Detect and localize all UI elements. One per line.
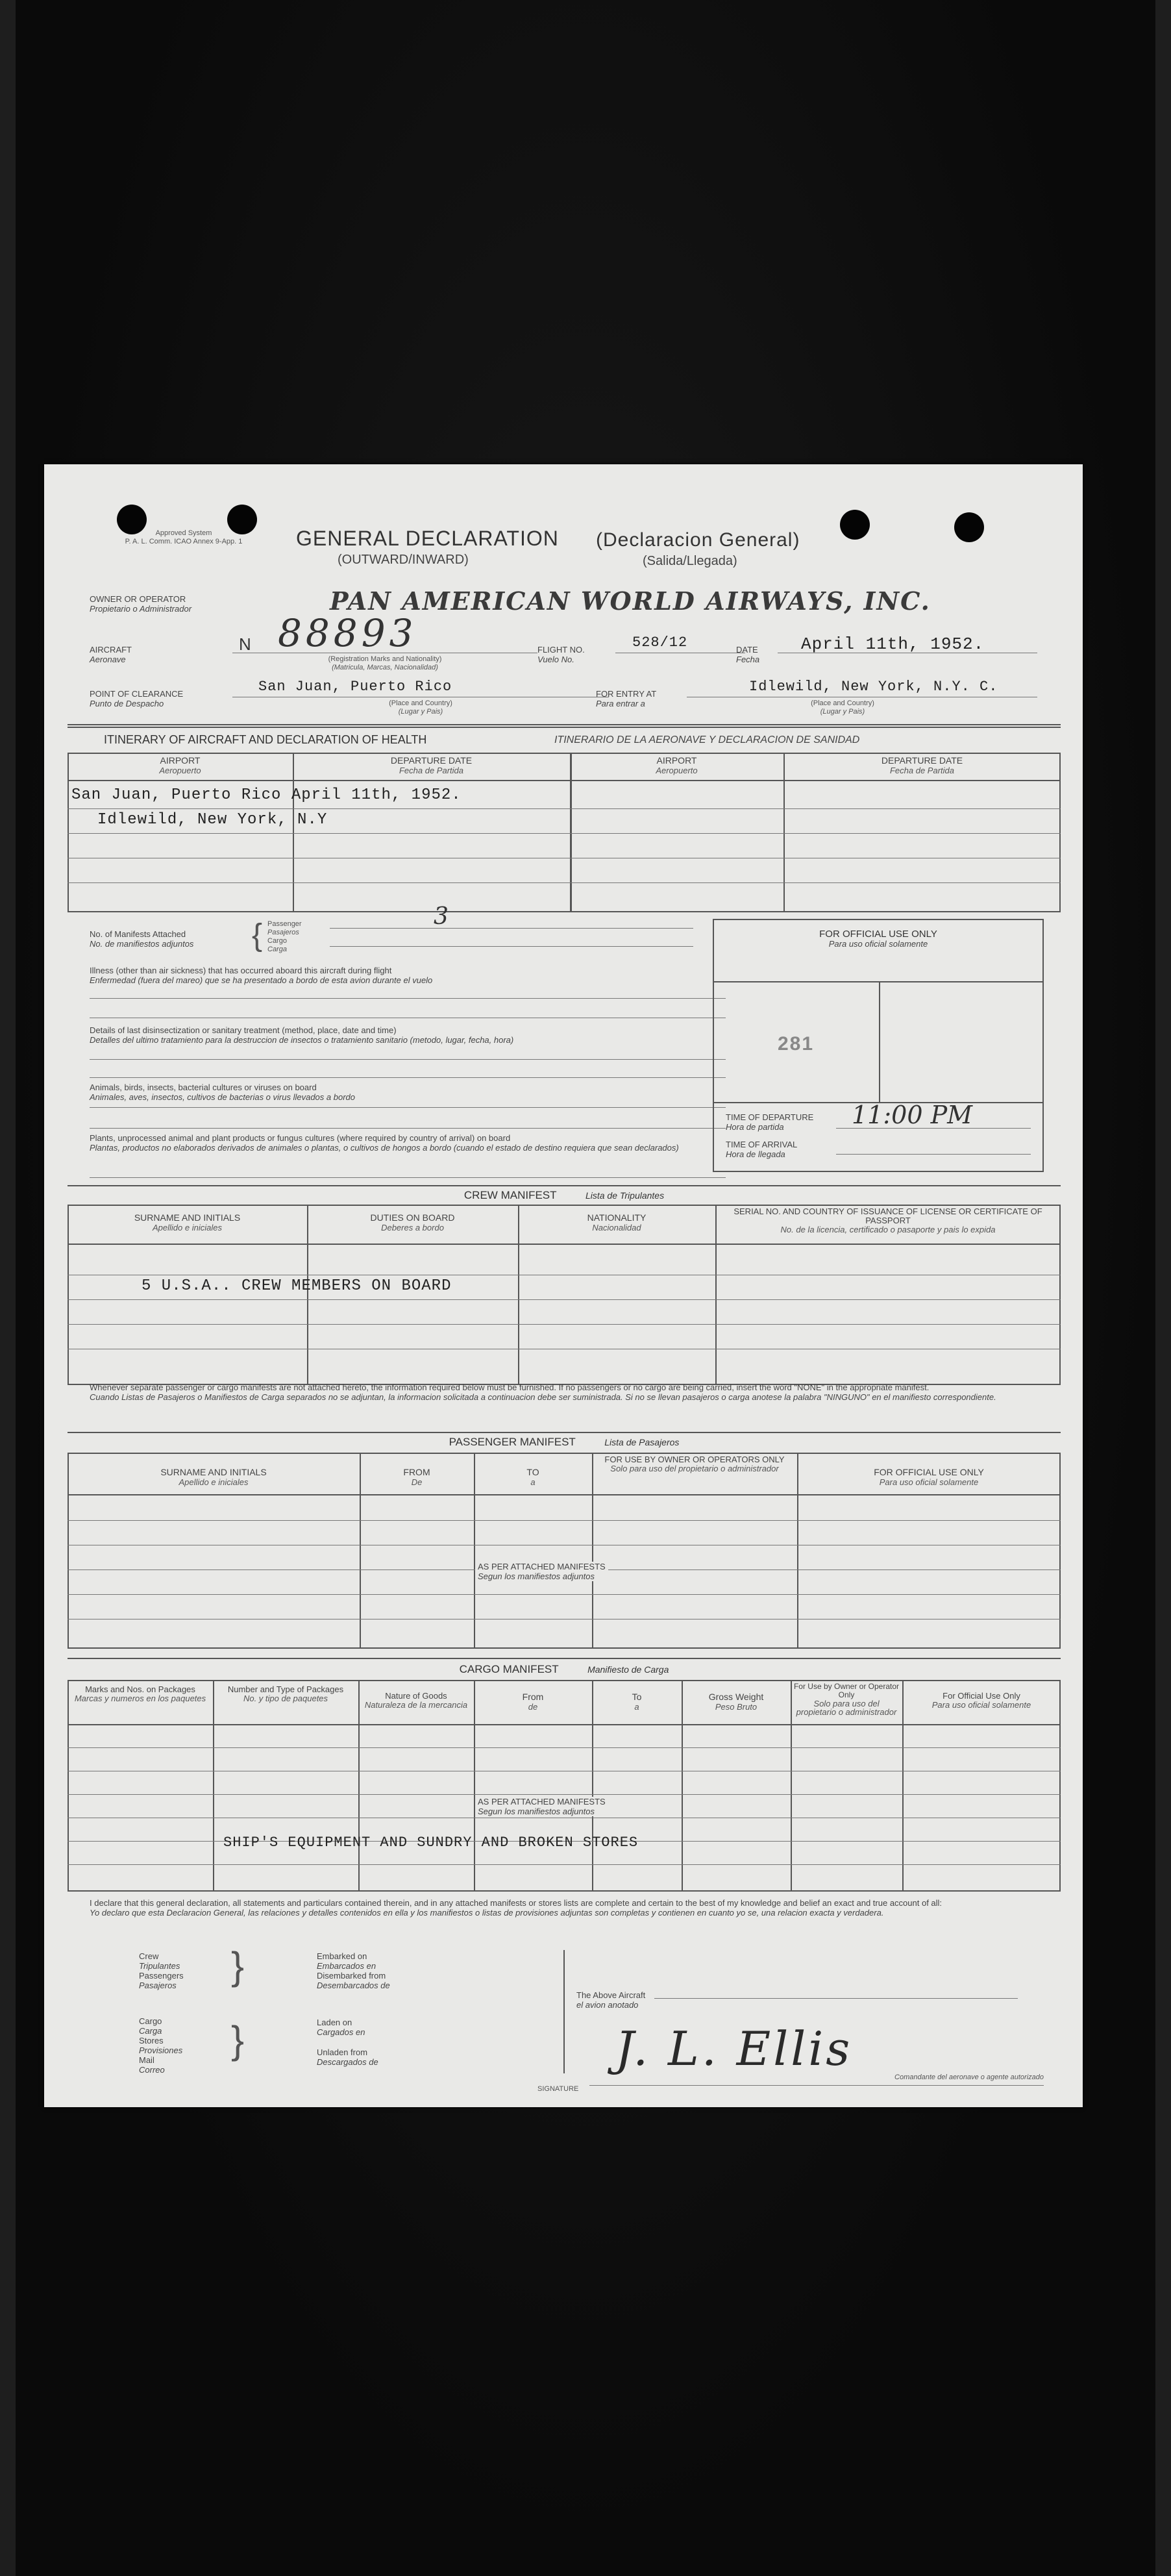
animals-line xyxy=(90,1128,726,1129)
passenger-heading-block xyxy=(68,1436,1061,1449)
crew-header-rule xyxy=(68,1244,1061,1245)
cargo-col4-label: From xyxy=(522,1692,544,1702)
cargo-col3-label-es: Naturaleza de la mercancia xyxy=(364,1700,468,1710)
decl-unladen: Unladen from xyxy=(317,2047,368,2057)
passenger-header-rule xyxy=(68,1494,1061,1495)
decl-above-es: el avion anotado xyxy=(576,2000,639,2010)
decl-mail: Mail xyxy=(139,2055,154,2065)
form-subtitle-es: (Salida/Llegada) xyxy=(643,554,737,568)
itinerary-row-rule xyxy=(68,833,1061,834)
cargo-col5-label-es: a xyxy=(634,1702,639,1712)
notice-es: Cuando Listas de Pasajeros o Manifiestos de Carga separados no se adjuntan, la informacion solicitada a continuacion debe ser suministrada. Si no se llevan pasajeros o carga anotese la palabra "NINGUNO" en el manifiesto correspondiente. xyxy=(90,1392,996,1402)
arrival-time-label-block xyxy=(726,1140,797,1159)
cargo-col8-label-es: Para uso oficial solamente xyxy=(931,1700,1031,1710)
crew-col3-label: NATIONALITY xyxy=(587,1212,647,1223)
aircraft-prefix: N xyxy=(239,634,251,654)
crew-col2-label: DUTIES ON BOARD xyxy=(370,1212,455,1223)
crew-passengers-list xyxy=(139,1951,184,1990)
itinerary-top-rule xyxy=(68,724,1061,725)
cargo-row-rule xyxy=(68,1864,1061,1865)
passenger-col1-label: SURNAME AND INITIALS xyxy=(160,1467,267,1477)
punch-hole xyxy=(840,510,870,540)
decl-mail-es: Correo xyxy=(139,2065,165,2075)
animals-label-es: Animales, aves, insectos, cultivos de bacterias o virus llevados a bordo xyxy=(90,1092,355,1102)
crew-divider xyxy=(715,1205,717,1385)
cargo-col4-label-es: de xyxy=(528,1702,538,1712)
cargo-row-rule xyxy=(68,1747,1061,1748)
aircraft-caption-es: (Matricula, Marcas, Nacionalidad) xyxy=(332,664,438,671)
passenger-col2-label: FROM xyxy=(403,1467,430,1477)
passenger-note-es: Segun los manifiestos adjuntos xyxy=(478,1571,595,1581)
commander-caption: Comandante del aeronave o agente autorizado xyxy=(894,2073,1044,2081)
manifest-types xyxy=(267,920,302,954)
crew-col3-label-es: Nacionalidad xyxy=(592,1223,641,1232)
passenger-heading-es: Lista de Pasajeros xyxy=(604,1437,680,1447)
embark-list xyxy=(317,1951,390,1990)
cargo-entry: SHIP'S EQUIPMENT AND SUNDRY AND BROKEN STORES xyxy=(223,1834,639,1851)
passenger-row-rule xyxy=(68,1520,1061,1521)
itinerary-col-airport-2 xyxy=(570,755,783,776)
col-airport-label-es: Aeropuerto xyxy=(656,766,698,775)
flight-label-block xyxy=(537,645,585,664)
manifests-label-es: No. de manifiestos adjuntos xyxy=(90,939,194,949)
film-edge-left xyxy=(0,0,16,2576)
decl-passengers-es: Pasajeros xyxy=(139,1981,177,1990)
entry-caption-en: (Place and Country) xyxy=(811,699,874,707)
itinerary-divider xyxy=(783,753,785,912)
clearance-caption-en: (Place and Country) xyxy=(389,699,452,707)
disinsect-label: Details of last disinsectization or sanitary treatment (method, place, date and time) xyxy=(90,1025,397,1035)
cargo-col-nature xyxy=(361,1692,471,1710)
passenger-col-official xyxy=(797,1467,1061,1488)
general-declaration-form xyxy=(44,464,1083,2107)
notice-en: Whenever separate passenger or cargo manifests are not attached hereto, the information required below must be furnished. If no passengers or no cargo are being carried, insert the word "NONE" in the appropriate manifest. xyxy=(90,1382,930,1392)
cargo-header-rule xyxy=(68,1724,1061,1725)
passenger-top-rule xyxy=(68,1432,1061,1433)
cargo-col7-label-es: Solo para uso del propietario o administrador xyxy=(796,1699,897,1717)
approval-note xyxy=(83,529,284,546)
passenger-col4-label-es: Solo para uso del propietario o administrador xyxy=(610,1464,779,1473)
film-edge-right xyxy=(1155,0,1171,2576)
entry-caption xyxy=(778,699,907,716)
decl-crew-es: Tripulantes xyxy=(139,1961,180,1971)
decl-unladen-es: Descargados de xyxy=(317,2057,378,2067)
official-use-box xyxy=(713,919,1044,1172)
cargo-note: AS PER ATTACHED MANIFESTS xyxy=(478,1797,606,1807)
manifests-label: No. of Manifests Attached xyxy=(90,929,186,939)
clearance-point: San Juan, Puerto Rico xyxy=(258,679,452,695)
passenger-note-block xyxy=(475,1562,608,1581)
crew-brace: } xyxy=(231,1944,245,1988)
crew-col4-label: SERIAL NO. AND COUNTRY OF ISSUANCE OF LICENSE OR CERTIFICATE OF PASSPORT xyxy=(733,1207,1042,1225)
disinsect-block xyxy=(90,1025,570,1045)
cargo-divider xyxy=(902,1680,904,1892)
signature-line xyxy=(589,2085,1044,2086)
passenger-row-rule xyxy=(68,1594,1061,1595)
official-heading-es: Para uso oficial solamente xyxy=(828,939,928,949)
manifests-label-block xyxy=(90,929,193,949)
clearance-label-block xyxy=(90,689,183,708)
passenger-note: AS PER ATTACHED MANIFESTS xyxy=(478,1562,606,1571)
illness-block xyxy=(90,966,726,985)
manifests-line xyxy=(330,946,693,947)
aircraft-caption xyxy=(232,655,537,672)
cargo-heading: CARGO MANIFEST xyxy=(459,1663,559,1675)
cargo-note-es: Segun los manifiestos adjuntos xyxy=(478,1807,595,1816)
crew-col-duties xyxy=(307,1212,518,1233)
decl-disembarked-es: Desembarcados de xyxy=(317,1981,390,1990)
decl-laden-es: Cargados en xyxy=(317,2027,365,2037)
cargo-col1-label: Marks and Nos. on Packages xyxy=(85,1684,195,1694)
crew-row-rule xyxy=(68,1299,1061,1300)
decl-laden: Laden on xyxy=(317,2018,352,2027)
date-label: DATE xyxy=(736,645,758,655)
itinerary-table xyxy=(68,753,1061,912)
signature-label: SIGNATURE xyxy=(537,2085,579,2093)
entry-caption-es: (Lugar y Pais) xyxy=(820,708,865,716)
cargo-col3-label: Nature of Goods xyxy=(385,1691,447,1701)
cargo-col1-label-es: Marcas y numeros en los paquetes xyxy=(74,1694,206,1703)
cargo-col6-label-es: Peso Bruto xyxy=(715,1702,758,1712)
approved-system-text: Approved System xyxy=(155,529,212,537)
animals-line xyxy=(90,1107,726,1108)
cargo-col-weight xyxy=(682,1692,791,1712)
flight-label: FLIGHT NO. xyxy=(537,645,585,655)
official-divider xyxy=(879,981,880,1102)
decl-passengers: Passengers xyxy=(139,1971,184,1981)
aircraft-label-es: Aeronave xyxy=(90,655,126,664)
crew-row-rule xyxy=(68,1324,1061,1325)
col-departure-label-es: Fecha de Partida xyxy=(399,766,463,775)
cargo-col6-label: Gross Weight xyxy=(708,1692,764,1702)
cargo-col2-label-es: No. y tipo de paquetes xyxy=(243,1694,328,1703)
flight-label-es: Vuelo No. xyxy=(537,655,574,664)
illness-line xyxy=(90,998,726,999)
itinerary-header-rule xyxy=(68,780,1061,781)
official-heading-block xyxy=(713,929,1044,949)
passenger-col2-label-es: De xyxy=(411,1477,423,1487)
arrival-time-line xyxy=(836,1154,1031,1155)
entry-label-block xyxy=(596,689,656,708)
owner-label-es: Propietario o Administrador xyxy=(90,604,192,614)
illness-label-es: Enfermedad (fuera del mareo) que se ha presentado a bordo de esta avion durante el vuelo xyxy=(90,975,433,985)
cargo-col2-label: Number and Type of Packages xyxy=(227,1684,344,1694)
clearance-label-es: Punto de Despacho xyxy=(90,699,164,708)
itinerary-row-rule xyxy=(68,808,1061,809)
owner-label-block xyxy=(90,594,219,614)
passenger-col-to xyxy=(474,1467,592,1488)
cargo-col-marks xyxy=(70,1685,210,1703)
decl-cargo-es: Carga xyxy=(139,2026,162,2036)
laden-list xyxy=(317,2018,378,2067)
passenger-col3-label-es: a xyxy=(530,1477,536,1487)
date-label-block xyxy=(736,645,759,664)
above-aircraft-line xyxy=(654,1998,1018,1999)
passenger-heading: PASSENGER MANIFEST xyxy=(449,1436,576,1448)
passenger-col-surname xyxy=(68,1467,360,1488)
airline-name: PAN AMERICAN WORLD AIRWAYS, INC. xyxy=(330,586,931,616)
departure-time-label: TIME OF DEPARTURE xyxy=(726,1112,814,1122)
cargo-stores-list xyxy=(139,2016,182,2075)
cargo-top-rule xyxy=(68,1658,1061,1659)
disinsect-line xyxy=(90,1059,726,1060)
cargo-type: Cargo xyxy=(267,937,287,945)
form-title: GENERAL DECLARATION xyxy=(296,527,559,550)
passenger-type-es: Pasajeros xyxy=(267,929,299,936)
decl-cargo: Cargo xyxy=(139,2016,162,2026)
cargo-col8-label: For Official Use Only xyxy=(943,1691,1020,1701)
date-label-es: Fecha xyxy=(736,655,760,664)
decl-crew: Crew xyxy=(139,1951,159,1961)
decl-embarked-es: Embarcados en xyxy=(317,1961,376,1971)
crew-entry: 5 U.S.A.. CREW MEMBERS ON BOARD xyxy=(142,1277,452,1295)
disinsect-label-es: Detalles del ultimo tratamiento para la destruccion de insectos o tratamiento sanitario (metodo, lugar, fecha, hora) xyxy=(90,1035,514,1045)
manifests-count: 3 xyxy=(434,903,449,930)
punch-hole xyxy=(954,512,984,542)
crew-col1-label: SURNAME AND INITIALS xyxy=(134,1212,241,1223)
passenger-col1-label-es: Apellido e iniciales xyxy=(179,1477,249,1487)
passenger-col-owner xyxy=(596,1455,793,1473)
crew-col-license xyxy=(726,1207,1050,1234)
itinerary-divider-center xyxy=(570,753,572,912)
official-stamp: 281 xyxy=(778,1033,815,1055)
arrival-time-label-es: Hora de llegada xyxy=(726,1149,785,1159)
declaration-date: April 11th, 1952. xyxy=(801,634,985,654)
crew-col4-label-es: No. de la licencia, certificado o pasaporte y pais lo expida xyxy=(780,1225,996,1234)
decl-stores-es: Provisiones xyxy=(139,2045,183,2055)
itinerary-row-2: Idlewild, New York, N.Y xyxy=(97,811,328,829)
cargo-row-rule xyxy=(68,1794,1061,1795)
declaration-en: I declare that this general declaration, all statements and particulars contained therein, and in any attached manifests or stores lists are complete and certain to the best of my knowledge and belief an exact and true account of all: xyxy=(90,1898,943,1908)
signature: J. L. Ellis xyxy=(615,2021,853,2076)
cargo-note-block xyxy=(475,1797,608,1816)
col-airport-label: AIRPORT xyxy=(160,755,201,766)
aircraft-label-block xyxy=(90,645,132,664)
itinerary-row-1: San Juan, Puerto Rico April 11th, 1952. xyxy=(71,786,462,804)
itinerary-col-departure-2 xyxy=(783,755,1061,776)
departure-time-line xyxy=(836,1128,1031,1129)
declaration-block xyxy=(90,1898,1050,1918)
aircraft-caption-en: (Registration Marks and Nationality) xyxy=(328,655,442,663)
cargo-brace: } xyxy=(231,2018,245,2062)
cargo-col5-label: To xyxy=(632,1692,642,1702)
decl-above: The Above Aircraft xyxy=(576,1990,646,2000)
cargo-col-official xyxy=(905,1692,1058,1710)
col-airport-label: AIRPORT xyxy=(656,755,697,766)
itinerary-heading-es: ITINERARIO DE LA AERONAVE Y DECLARACION DE SANIDAD xyxy=(554,734,860,745)
decl-disembarked: Disembarked from xyxy=(317,1971,386,1981)
departure-time-label-block xyxy=(726,1112,813,1132)
crew-col-surname xyxy=(68,1212,307,1233)
crew-top-rule xyxy=(68,1185,1061,1186)
plants-label: Plants, unprocessed animal and plant products or fungus cultures (where required by country of arrival) on board xyxy=(90,1133,511,1143)
passenger-col-from xyxy=(360,1467,474,1488)
manifests-brace: { xyxy=(252,918,263,953)
aircraft-registration: 88893 xyxy=(278,611,417,655)
col-departure-label: DEPARTURE DATE xyxy=(881,755,963,766)
entry-label-es: Para entrar a xyxy=(596,699,645,708)
form-title-es: (Declaracion General) xyxy=(596,529,800,551)
cargo-col7-label: For Use by Owner or Operator Only xyxy=(793,1682,900,1699)
cargo-heading-es: Manifiesto de Carga xyxy=(587,1664,669,1675)
cargo-heading-block xyxy=(68,1663,1061,1676)
itinerary-heading: ITINERARY OF AIRCRAFT AND DECLARATION OF HEALTH xyxy=(104,733,427,746)
plants-block xyxy=(90,1133,739,1153)
disinsect-line xyxy=(90,1077,726,1078)
passenger-type: Passenger xyxy=(267,920,302,928)
official-heading: FOR OFFICIAL USE ONLY xyxy=(819,929,937,940)
crew-heading-es: Lista de Tripulantes xyxy=(585,1190,665,1201)
departure-time-label-es: Hora de partida xyxy=(726,1122,784,1132)
clearance-caption-es: (Lugar y Pais) xyxy=(398,708,443,716)
arrival-time-label: TIME OF ARRIVAL xyxy=(726,1140,798,1149)
cargo-col-packages xyxy=(216,1685,356,1703)
form-subtitle: (OUTWARD/INWARD) xyxy=(338,553,469,567)
above-aircraft-block xyxy=(576,1990,645,2010)
declaration-es: Yo declaro que esta Declaracion General, las relaciones y detalles contenidos en ella y los manifiestos o listas de provisiones adjuntas son completas y contienen en cuanto yo se, una relacion exacta y verdadera. xyxy=(90,1908,884,1918)
col-departure-label-es: Fecha de Partida xyxy=(889,766,954,775)
itinerary-col-departure xyxy=(293,755,570,776)
flight-number: 528/12 xyxy=(632,634,688,651)
crew-col-nationality xyxy=(518,1212,715,1233)
manifests-line xyxy=(330,928,693,929)
itinerary-row-rule xyxy=(68,882,1061,883)
entry-point: Idlewild, New York, N.Y. C. xyxy=(749,679,998,695)
official-rule xyxy=(713,981,1044,982)
cargo-divider xyxy=(213,1680,214,1892)
cargo-divider xyxy=(358,1680,360,1892)
col-airport-label-es: Aeropuerto xyxy=(159,766,201,775)
cargo-divider xyxy=(791,1680,792,1892)
passenger-col5-label: FOR OFFICIAL USE ONLY xyxy=(874,1467,984,1477)
departure-time: 11:00 PM xyxy=(852,1101,973,1129)
aircraft-label: AIRCRAFT xyxy=(90,645,132,655)
crew-heading: CREW MANIFEST xyxy=(463,1189,557,1201)
passenger-col3-label: TO xyxy=(526,1467,539,1477)
passenger-col5-label-es: Para uso oficial solamente xyxy=(879,1477,979,1487)
cargo-col-owner xyxy=(793,1682,900,1716)
plants-line xyxy=(90,1177,726,1178)
itinerary-divider xyxy=(293,753,294,912)
clearance-caption xyxy=(356,699,486,716)
decl-embarked: Embarked on xyxy=(317,1951,367,1961)
cargo-col-from xyxy=(474,1692,592,1712)
itinerary-top-rule-2 xyxy=(68,727,1061,728)
crew-heading-block xyxy=(68,1189,1061,1202)
plants-label-es: Plantas, productos no elaborados derivados de animales o plantas, o cultivos de hongos a bordo (cuando el estado de destino requiera que sean declarados) xyxy=(90,1143,679,1153)
notice-block xyxy=(90,1382,1050,1402)
icao-annex-text: P. A. L. Comm. ICAO Annex 9-App. 1 xyxy=(125,538,243,545)
cargo-type-es: Carga xyxy=(267,945,287,953)
animals-label: Animals, birds, insects, bacterial cultures or viruses on board xyxy=(90,1082,317,1092)
cargo-col-to xyxy=(592,1692,682,1712)
passenger-col4-label: FOR USE BY OWNER OR OPERATORS ONLY xyxy=(604,1455,785,1464)
declaration-divider xyxy=(563,1950,565,2073)
clearance-label: POINT OF CLEARANCE xyxy=(90,689,184,699)
crew-col1-label-es: Apellido e iniciales xyxy=(153,1223,222,1232)
entry-label: FOR ENTRY AT xyxy=(596,689,657,699)
decl-stores: Stores xyxy=(139,2036,164,2045)
animals-block xyxy=(90,1082,726,1102)
crew-col2-label-es: Deberes a bordo xyxy=(381,1223,444,1232)
owner-label: OWNER OR OPERATOR xyxy=(90,594,186,604)
itinerary-col-airport xyxy=(68,755,293,776)
illness-label: Illness (other than air sickness) that has occurred aboard this aircraft during flight xyxy=(90,966,392,975)
col-departure-label: DEPARTURE DATE xyxy=(390,755,473,766)
